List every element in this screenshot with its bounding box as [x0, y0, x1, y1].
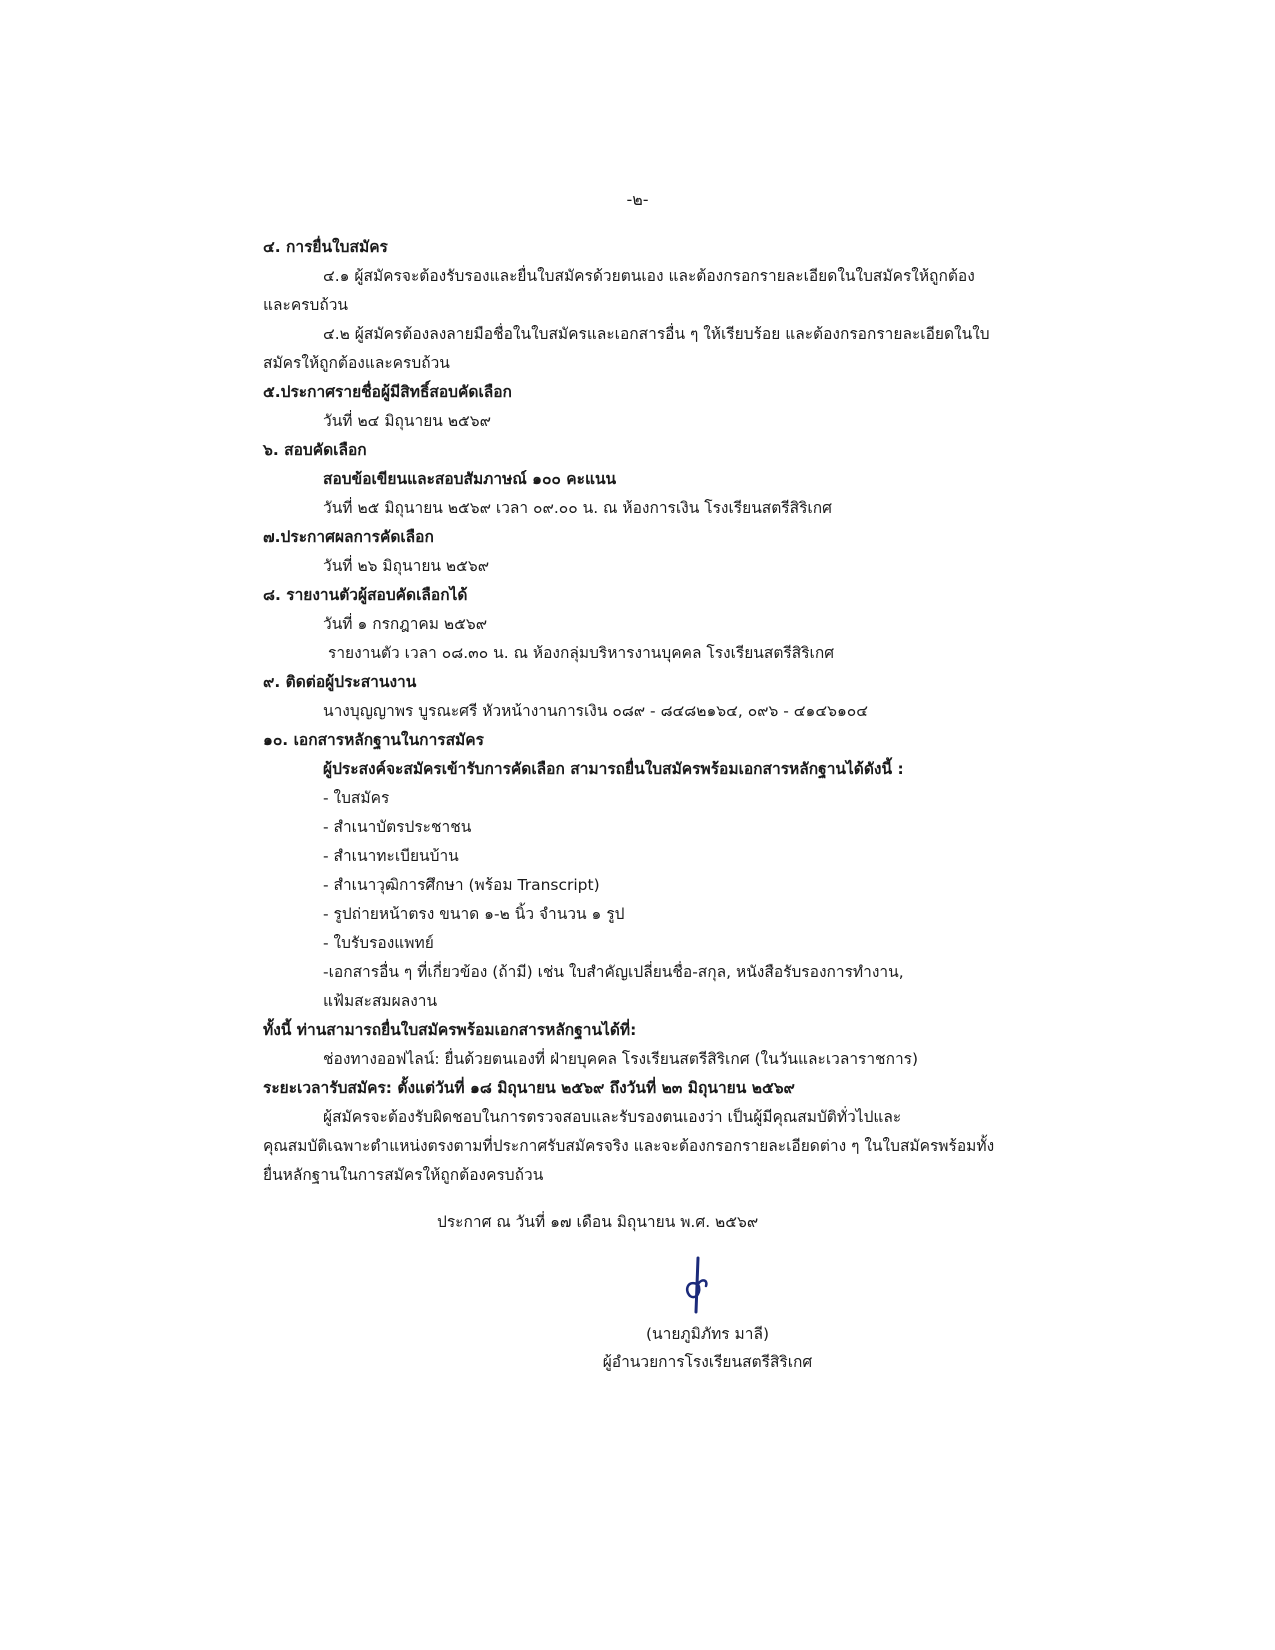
document-list-item: - ใบรับรองแพทย์: [323, 934, 434, 952]
closing-paragraph-line1: ผู้สมัครจะต้องรับผิดชอบในการตรวจสอบและรับรองตนเองว่า เป็นผู้มีคุณสมบัติทั่วไปและ: [323, 1108, 902, 1126]
closing-paragraph-line2: คุณสมบัติเฉพาะตำแหน่งตรงตามที่ประกาศรับสมัครจริง และจะต้องกรอกรายละเอียดต่าง ๆ ในใบสมัครพร้อมทั้ง: [263, 1137, 995, 1155]
section-4-2-text-line2: สมัครให้ถูกต้องและครบถ้วน: [263, 354, 450, 372]
signer-position: ผู้อำนวยการโรงเรียนสตรีสิริเกศ: [602, 1353, 813, 1371]
closing-paragraph-line3: ยื่นหลักฐานในการสมัครให้ถูกต้องครบถ้วน: [263, 1166, 544, 1184]
submission-channel: ช่องทางออฟไลน์: ยื่นด้วยตนเองที่ ฝ่ายบุคคล โรงเรียนสตรีสิริเกศ (ในวันและเวลาราชการ): [323, 1050, 919, 1068]
section-7-date: วันที่ ๒๖ มิถุนายน ๒๕๖๙: [323, 557, 490, 575]
section-10-intro: ผู้ประสงค์จะสมัครเข้ารับการคัดเลือก สามารถยื่นใบสมัครพร้อมเอกสารหลักฐานได้ดังนี้ :: [323, 760, 904, 778]
section-6-date: วันที่ ๒๕ มิถุนายน ๒๕๖๙ เวลา ๐๙.๐๐ น. ณ ห้องการเงิน โรงเรียนสตรีสิริเกศ: [323, 499, 832, 517]
section-9-title: ๙. ติดต่อผู้ประสานงาน: [263, 673, 417, 691]
document-list-item: แฟ้มสะสมผลงาน: [323, 992, 438, 1010]
signer-name: (นายภูมิภัทร มาลี): [645, 1325, 770, 1343]
section-8-title: ๘. รายงานตัวผู้สอบคัดเลือกได้: [263, 586, 468, 604]
section-8-date: วันที่ ๑ กรกฎาคม ๒๕๖๙: [323, 615, 488, 633]
document-body: [263, 233, 1023, 1190]
submission-title: ทั้งนี้ ท่านสามารถยื่นใบสมัครพร้อมเอกสารหลักฐานได้ที่:: [263, 1021, 637, 1039]
section-5-date: วันที่ ๒๔ มิถุนายน ๒๕๖๙: [323, 412, 491, 430]
document-list-item: - สำเนาทะเบียนบ้าน: [323, 847, 459, 865]
document-list-item: - สำเนาวุฒิการศึกษา (พร้อม Transcript): [323, 876, 600, 894]
section-5-title: ๕.ประกาศรายชื่อผู้มีสิทธิ์สอบคัดเลือก: [263, 383, 512, 401]
section-7-title: ๗.ประกาศผลการคัดเลือก: [263, 528, 434, 546]
section-8-report: รายงานตัว เวลา ๐๘.๓๐ น. ณ ห้องกลุ่มบริหารงานบุคคล โรงเรียนสตรีสิริเกศ: [328, 644, 835, 662]
page-number: -๒-: [626, 190, 649, 209]
section-4-1-text-line1: ๔.๑ ผู้สมัครจะต้องรับรองและยื่นใบสมัครด้วยตนเอง และต้องกรอกรายละเอียดในใบสมัครให้ถูกต้อง: [323, 267, 975, 285]
section-4-2-text-line1: ๔.๒ ผู้สมัครต้องลงลายมือชื่อในใบสมัครและเอกสารอื่น ๆ ให้เรียบร้อย และต้องกรอกรายละเอียดในใบ: [323, 325, 990, 343]
section-6-subtitle: สอบข้อเขียนและสอบสัมภาษณ์ ๑๐๐ คะแนน: [323, 470, 617, 488]
section-4-title: ๔. การยื่นใบสมัคร: [263, 238, 388, 256]
section-10-title: ๑๐. เอกสารหลักฐานในการสมัคร: [263, 731, 484, 749]
document-list-item: -เอกสารอื่น ๆ ที่เกี่ยวข้อง (ถ้ามี) เช่น ใบสำคัญเปลี่ยนชื่อ-สกุล, หนังสือรับรองการทำงาน,: [323, 963, 904, 981]
document-list-item: - รูปถ่ายหน้าตรง ขนาด ๑-๒ นิ้ว จำนวน ๑ รูป: [323, 905, 625, 923]
application-period: ระยะเวลารับสมัคร: ตั้งแต่วันที่ ๑๘ มิถุนายน ๒๕๖๙ ถึงวันที่ ๒๓ มิถุนายน ๒๕๖๙: [263, 1079, 795, 1097]
document-list-item: - ใบสมัคร: [323, 789, 390, 807]
section-9-contact: นางบุญญาพร บูรณะศรี หัวหน้างานการเงิน ๐๘๙ - ๘๔๘๒๑๖๔, ๐๙๖ - ๔๑๔๖๑๐๔: [323, 702, 868, 720]
document-list-item: - สำเนาบัตรประชาชน: [323, 818, 472, 836]
section-6-title: ๖. สอบคัดเลือก: [263, 441, 367, 459]
signature-image: [676, 1254, 716, 1314]
section-4-1-text-line2: และครบถ้วน: [263, 296, 349, 314]
announcement-date: ประกาศ ณ วันที่ ๑๗ เดือน มิถุนายน พ.ศ. ๒๕๖๙: [437, 1213, 759, 1231]
signer-block: [0, 1320, 1275, 1376]
